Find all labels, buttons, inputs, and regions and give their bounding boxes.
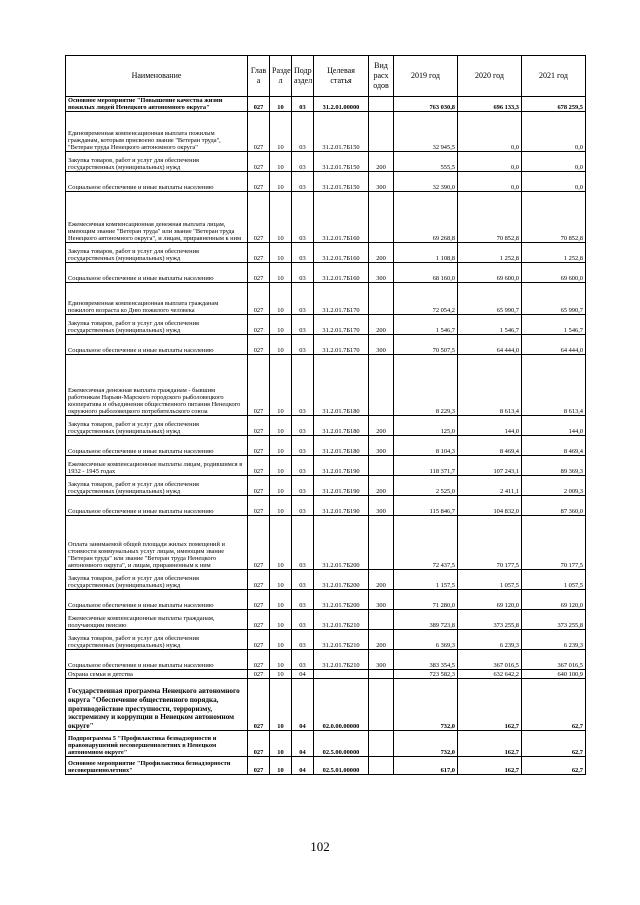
cell-2020: 373 255,8 bbox=[458, 610, 522, 630]
cell-target: 31.2.01.7Б200 bbox=[314, 590, 369, 610]
cell-name: Единовременная компенсационная выплата пожилым гражданам, которым присвоено звание "Ветеран труда", "Ветеран труда Ненецкого автономного округа" bbox=[66, 112, 248, 152]
cell-name: Закупка товаров, работ и услуг для обеспечения государственных (муниципальных) нужд bbox=[66, 243, 248, 263]
cell-2020: 8 469,4 bbox=[458, 436, 522, 456]
cell-glava: 027 bbox=[248, 456, 270, 476]
cell-name: Закупка товаров, работ и услуг для обеспечения государственных (муниципальных) нужд bbox=[66, 152, 248, 172]
table-row bbox=[66, 670, 586, 679]
cell-2021: 62,7 bbox=[522, 757, 586, 775]
cell-glava: 027 bbox=[248, 152, 270, 172]
cell-2021: 1 057,5 bbox=[522, 570, 586, 590]
cell-name: Социальное обеспечение и иные выплаты населению bbox=[66, 590, 248, 610]
cell-name: Ежемесячные компенсационные выплаты гражданам, получающим пенсию bbox=[66, 610, 248, 630]
table-row bbox=[66, 172, 586, 192]
cell-podrazdel: 03 bbox=[292, 97, 314, 112]
cell-2021: 0,0 bbox=[522, 172, 586, 192]
cell-2019: 1 546,7 bbox=[394, 315, 458, 335]
page-number: 102 bbox=[310, 839, 330, 854]
cell-vid: 200 bbox=[369, 416, 394, 436]
cell-2020: 1 057,5 bbox=[458, 570, 522, 590]
cell-name: Социальное обеспечение и иные выплаты населению bbox=[66, 263, 248, 283]
cell-name: Основное мероприятие "Профилактика безнадзорности несовершеннолетних" bbox=[66, 757, 248, 775]
cell-razdel: 10 bbox=[270, 335, 292, 355]
cell-name: Единовременная компенсационная выплата гражданам пожилого возраста ко Дню пожилого человека bbox=[66, 283, 248, 315]
cell-vid bbox=[369, 192, 394, 243]
cell-2020: 65 990,7 bbox=[458, 283, 522, 315]
cell-vid bbox=[369, 283, 394, 315]
cell-2020: 162,7 bbox=[458, 757, 522, 775]
cell-2019: 32 945,5 bbox=[394, 112, 458, 152]
cell-2019: 8 104,3 bbox=[394, 436, 458, 456]
cell-vid bbox=[369, 731, 394, 757]
cell-vid: 300 bbox=[369, 263, 394, 283]
cell-podrazdel: 03 bbox=[292, 516, 314, 570]
cell-glava: 027 bbox=[248, 263, 270, 283]
cell-glava: 027 bbox=[248, 570, 270, 590]
cell-2019: 70 507,5 bbox=[394, 335, 458, 355]
cell-razdel: 10 bbox=[270, 355, 292, 416]
cell-name: Закупка товаров, работ и услуг для обеспечения государственных (муниципальных) нужд bbox=[66, 476, 248, 496]
cell-2021: 0,0 bbox=[522, 152, 586, 172]
cell-vid: 300 bbox=[369, 650, 394, 670]
cell-2020: 1 546,7 bbox=[458, 315, 522, 335]
cell-vid: 200 bbox=[369, 243, 394, 263]
cell-2020: 0,0 bbox=[458, 152, 522, 172]
cell-2021: 1 252,8 bbox=[522, 243, 586, 263]
cell-podrazdel: 03 bbox=[292, 476, 314, 496]
cell-razdel: 10 bbox=[270, 456, 292, 476]
cell-name: Закупка товаров, работ и услуг для обеспечения государственных (муниципальных) нужд bbox=[66, 630, 248, 650]
cell-2020: 1 252,8 bbox=[458, 243, 522, 263]
cell-glava: 027 bbox=[248, 476, 270, 496]
cell-podrazdel: 03 bbox=[292, 263, 314, 283]
cell-target: 31.2.01.7Б160 bbox=[314, 263, 369, 283]
cell-razdel: 10 bbox=[270, 152, 292, 172]
cell-name: Ежемесячная денежная выплата гражданам - бывшим работникам Нарьян-Марского городского рыболовецкого кооператива и объединения общественного питания Ненецкого окружного рыболовецкого потребительского союза bbox=[66, 355, 248, 416]
cell-razdel: 10 bbox=[270, 610, 292, 630]
cell-vid bbox=[369, 456, 394, 476]
cell-2020: 6 239,3 bbox=[458, 630, 522, 650]
cell-name: Ежемесячная компенсационная денежная выплата лицам, имеющим звание "Ветеран труда" или звание "Ветеран труда Ненецкого автономного округа", и лицам, приравненным к ним bbox=[66, 192, 248, 243]
cell-target: 31.2.01.7Б190 bbox=[314, 476, 369, 496]
header-razdel: Разде л bbox=[270, 56, 292, 97]
table-row bbox=[66, 757, 586, 775]
cell-razdel: 10 bbox=[270, 476, 292, 496]
header-podrazdel: Подр аздел bbox=[292, 56, 314, 97]
table-row bbox=[66, 679, 586, 731]
table-row bbox=[66, 496, 586, 516]
cell-podrazdel: 03 bbox=[292, 112, 314, 152]
cell-name: Подпрограмма 5 "Профилактика безнадзорности и правонарушений несовершеннолетних в Ненецком автономном округе" bbox=[66, 731, 248, 757]
cell-podrazdel: 04 bbox=[292, 757, 314, 775]
cell-2020: 162,7 bbox=[458, 731, 522, 757]
cell-2020: 0,0 bbox=[458, 112, 522, 152]
cell-2021: 1 546,7 bbox=[522, 315, 586, 335]
cell-2021: 0,0 bbox=[522, 112, 586, 152]
cell-glava: 027 bbox=[248, 283, 270, 315]
cell-vid: 200 bbox=[369, 630, 394, 650]
cell-target: 02.5.00.00000 bbox=[314, 731, 369, 757]
cell-2021: 65 990,7 bbox=[522, 283, 586, 315]
cell-name: Социальное обеспечение и иные выплаты населению bbox=[66, 650, 248, 670]
cell-2020: 70 177,5 bbox=[458, 516, 522, 570]
cell-glava: 027 bbox=[248, 731, 270, 757]
table-row bbox=[66, 731, 586, 757]
cell-2019: 6 369,3 bbox=[394, 630, 458, 650]
cell-2019: 68 160,0 bbox=[394, 263, 458, 283]
cell-vid: 200 bbox=[369, 476, 394, 496]
cell-2019: 732,0 bbox=[394, 679, 458, 731]
cell-2021: 69 120,0 bbox=[522, 590, 586, 610]
cell-vid bbox=[369, 670, 394, 679]
cell-target: 31.2.01.7Б180 bbox=[314, 436, 369, 456]
cell-vid bbox=[369, 97, 394, 112]
cell-razdel: 10 bbox=[270, 416, 292, 436]
cell-vid bbox=[369, 610, 394, 630]
cell-2019: 72 437,5 bbox=[394, 516, 458, 570]
table-row bbox=[66, 152, 586, 172]
cell-target: 31.2.01.7Б200 bbox=[314, 570, 369, 590]
cell-2019: 8 229,3 bbox=[394, 355, 458, 416]
cell-target: 31.2.01.7Б150 bbox=[314, 112, 369, 152]
cell-razdel: 10 bbox=[270, 570, 292, 590]
cell-podrazdel: 03 bbox=[292, 315, 314, 335]
cell-2019: 72 054,2 bbox=[394, 283, 458, 315]
cell-2021: 678 259,5 bbox=[522, 97, 586, 112]
table-row bbox=[66, 315, 586, 335]
cell-glava: 027 bbox=[248, 112, 270, 152]
cell-podrazdel: 03 bbox=[292, 355, 314, 416]
cell-razdel: 10 bbox=[270, 650, 292, 670]
cell-vid bbox=[369, 355, 394, 416]
cell-glava: 027 bbox=[248, 355, 270, 416]
cell-vid bbox=[369, 112, 394, 152]
cell-2021: 62,7 bbox=[522, 679, 586, 731]
cell-podrazdel: 03 bbox=[292, 610, 314, 630]
cell-vid: 300 bbox=[369, 335, 394, 355]
table-row bbox=[66, 97, 586, 112]
cell-2019: 1 157,5 bbox=[394, 570, 458, 590]
cell-vid bbox=[369, 679, 394, 731]
cell-2021: 640 100,9 bbox=[522, 670, 586, 679]
cell-2020: 107 243,1 bbox=[458, 456, 522, 476]
cell-podrazdel: 03 bbox=[292, 436, 314, 456]
cell-2021: 70 852,8 bbox=[522, 192, 586, 243]
cell-vid bbox=[369, 516, 394, 570]
cell-2021: 70 177,5 bbox=[522, 516, 586, 570]
table-row bbox=[66, 243, 586, 263]
cell-2021: 62,7 bbox=[522, 731, 586, 757]
cell-vid: 300 bbox=[369, 172, 394, 192]
cell-glava: 027 bbox=[248, 610, 270, 630]
table-row bbox=[66, 112, 586, 152]
cell-glava: 027 bbox=[248, 630, 270, 650]
table-row bbox=[66, 570, 586, 590]
cell-target bbox=[314, 670, 369, 679]
cell-2021: 64 444,0 bbox=[522, 335, 586, 355]
cell-razdel: 10 bbox=[270, 243, 292, 263]
cell-target: 31.2.01.7Б210 bbox=[314, 610, 369, 630]
cell-2021: 367 016,5 bbox=[522, 650, 586, 670]
cell-razdel: 10 bbox=[270, 436, 292, 456]
cell-podrazdel: 03 bbox=[292, 590, 314, 610]
cell-2019: 71 280,0 bbox=[394, 590, 458, 610]
cell-podrazdel: 04 bbox=[292, 731, 314, 757]
cell-2020: 104 832,0 bbox=[458, 496, 522, 516]
header-2019: 2019 год bbox=[394, 56, 458, 97]
cell-2020: 2 411,1 bbox=[458, 476, 522, 496]
cell-name: Оплата занимаемой общей площади жилых помещений и стоимости коммунальных услуг лицам, имеющим звание "Ветеран труда" или звание "Ветеран труда Ненецкого автономного округа", и лицам, приравненным к ним bbox=[66, 516, 248, 570]
cell-podrazdel: 03 bbox=[292, 192, 314, 243]
cell-target: 31.2.01.7Б200 bbox=[314, 516, 369, 570]
cell-2021: 8 613,4 bbox=[522, 355, 586, 416]
cell-razdel: 10 bbox=[270, 757, 292, 775]
cell-target: 31.2.01.7Б170 bbox=[314, 283, 369, 315]
table-row bbox=[66, 476, 586, 496]
cell-2020: 64 444,0 bbox=[458, 335, 522, 355]
budget-table bbox=[65, 55, 586, 775]
table-row bbox=[66, 192, 586, 243]
cell-name: Охрана семьи и детства bbox=[66, 670, 248, 679]
cell-name: Закупка товаров, работ и услуг для обеспечения государственных (муниципальных) нужд bbox=[66, 416, 248, 436]
cell-2020: 0,0 bbox=[458, 172, 522, 192]
table-row bbox=[66, 355, 586, 416]
cell-2021: 373 255,8 bbox=[522, 610, 586, 630]
cell-glava: 027 bbox=[248, 650, 270, 670]
header-glava: Глав а bbox=[248, 56, 270, 97]
cell-razdel: 10 bbox=[270, 315, 292, 335]
cell-name: Ежемесячные компенсационные выплаты лицам, родившимся в 1932 - 1945 годах bbox=[66, 456, 248, 476]
cell-target: 31.2.01.7Б210 bbox=[314, 630, 369, 650]
cell-target: 31.2.01.7Б180 bbox=[314, 416, 369, 436]
cell-glava: 027 bbox=[248, 172, 270, 192]
cell-target: 31.2.01.7Б180 bbox=[314, 355, 369, 416]
cell-target: 31.2.01.7Б160 bbox=[314, 243, 369, 263]
header-vid: Вид расх одов bbox=[369, 56, 394, 97]
cell-2021: 144,0 bbox=[522, 416, 586, 436]
table-row bbox=[66, 283, 586, 315]
cell-glava: 027 bbox=[248, 315, 270, 335]
cell-2021: 87 360,0 bbox=[522, 496, 586, 516]
cell-name: Закупка товаров, работ и услуг для обеспечения государственных (муниципальных) нужд bbox=[66, 570, 248, 590]
table-header-row bbox=[66, 56, 586, 97]
cell-target: 02.0.00.00000 bbox=[314, 679, 369, 731]
cell-podrazdel: 04 bbox=[292, 670, 314, 679]
cell-razdel: 10 bbox=[270, 630, 292, 650]
cell-target: 31.2.01.7Б190 bbox=[314, 496, 369, 516]
cell-glava: 027 bbox=[248, 679, 270, 731]
cell-podrazdel: 03 bbox=[292, 570, 314, 590]
cell-podrazdel: 04 bbox=[292, 679, 314, 731]
cell-vid: 200 bbox=[369, 152, 394, 172]
cell-glava: 027 bbox=[248, 192, 270, 243]
cell-podrazdel: 03 bbox=[292, 335, 314, 355]
cell-vid: 200 bbox=[369, 570, 394, 590]
cell-razdel: 10 bbox=[270, 97, 292, 112]
table-row bbox=[66, 263, 586, 283]
cell-2021: 2 009,3 bbox=[522, 476, 586, 496]
cell-2019: 617,0 bbox=[394, 757, 458, 775]
cell-razdel: 10 bbox=[270, 263, 292, 283]
cell-target: 31.2.01.7Б170 bbox=[314, 335, 369, 355]
cell-target: 31.2.01.00000 bbox=[314, 97, 369, 112]
cell-target: 31.2.01.7Б150 bbox=[314, 172, 369, 192]
cell-2019: 115 846,7 bbox=[394, 496, 458, 516]
cell-vid: 300 bbox=[369, 436, 394, 456]
cell-2019: 1 108,8 bbox=[394, 243, 458, 263]
cell-2020: 69 600,0 bbox=[458, 263, 522, 283]
cell-name: Социальное обеспечение и иные выплаты населению bbox=[66, 496, 248, 516]
cell-2019: 723 582,3 bbox=[394, 670, 458, 679]
cell-name: Социальное обеспечение и иные выплаты населению bbox=[66, 335, 248, 355]
cell-podrazdel: 03 bbox=[292, 416, 314, 436]
cell-podrazdel: 03 bbox=[292, 283, 314, 315]
cell-2019: 763 030,8 bbox=[394, 97, 458, 112]
cell-glava: 027 bbox=[248, 516, 270, 570]
cell-name: Основное мероприятие "Повышение качества жизни пожилых людей Ненецкого автономного округа" bbox=[66, 97, 248, 112]
cell-podrazdel: 03 bbox=[292, 496, 314, 516]
table-row bbox=[66, 335, 586, 355]
cell-2020: 367 016,5 bbox=[458, 650, 522, 670]
cell-podrazdel: 03 bbox=[292, 456, 314, 476]
table-row bbox=[66, 516, 586, 570]
cell-name: Государственная программа Ненецкого автономного округа "Обеспечение общественного порядка, противодействие преступности, терроризму, экстремизму и коррупции в Ненецком автономном округе" bbox=[66, 679, 248, 731]
cell-2020: 162,7 bbox=[458, 679, 522, 731]
cell-2021: 89 369,3 bbox=[522, 456, 586, 476]
header-2021: 2021 год bbox=[522, 56, 586, 97]
cell-2019: 118 371,7 bbox=[394, 456, 458, 476]
table-row bbox=[66, 456, 586, 476]
cell-glava: 027 bbox=[248, 496, 270, 516]
cell-podrazdel: 03 bbox=[292, 172, 314, 192]
cell-razdel: 10 bbox=[270, 496, 292, 516]
cell-vid: 200 bbox=[369, 315, 394, 335]
table-body bbox=[66, 97, 586, 775]
cell-name: Социальное обеспечение и иные выплаты населению bbox=[66, 436, 248, 456]
cell-vid: 300 bbox=[369, 590, 394, 610]
cell-2019: 32 390,0 bbox=[394, 172, 458, 192]
header-2020: 2020 год bbox=[458, 56, 522, 97]
cell-podrazdel: 03 bbox=[292, 152, 314, 172]
cell-2020: 70 852,8 bbox=[458, 192, 522, 243]
cell-glava: 027 bbox=[248, 243, 270, 263]
cell-glava: 027 bbox=[248, 436, 270, 456]
cell-2019: 125,0 bbox=[394, 416, 458, 436]
cell-razdel: 10 bbox=[270, 731, 292, 757]
cell-razdel: 10 bbox=[270, 172, 292, 192]
table-row bbox=[66, 610, 586, 630]
cell-glava: 027 bbox=[248, 757, 270, 775]
table-row bbox=[66, 436, 586, 456]
table-row bbox=[66, 630, 586, 650]
cell-razdel: 10 bbox=[270, 516, 292, 570]
cell-glava: 027 bbox=[248, 97, 270, 112]
cell-2021: 69 600,0 bbox=[522, 263, 586, 283]
cell-2020: 69 120,0 bbox=[458, 590, 522, 610]
cell-glava: 027 bbox=[248, 335, 270, 355]
cell-target: 31.2.01.7Б210 bbox=[314, 650, 369, 670]
cell-target: 02.5.01.00000 bbox=[314, 757, 369, 775]
cell-glava: 027 bbox=[248, 670, 270, 679]
cell-razdel: 10 bbox=[270, 112, 292, 152]
cell-target: 31.2.01.7Б170 bbox=[314, 315, 369, 335]
cell-vid: 300 bbox=[369, 496, 394, 516]
cell-podrazdel: 03 bbox=[292, 630, 314, 650]
cell-razdel: 10 bbox=[270, 590, 292, 610]
cell-razdel: 10 bbox=[270, 670, 292, 679]
cell-glava: 027 bbox=[248, 590, 270, 610]
cell-razdel: 10 bbox=[270, 283, 292, 315]
table-row bbox=[66, 590, 586, 610]
cell-podrazdel: 03 bbox=[292, 243, 314, 263]
cell-target: 31.2.01.7Б160 bbox=[314, 192, 369, 243]
cell-2019: 383 354,5 bbox=[394, 650, 458, 670]
cell-2020: 632 642,2 bbox=[458, 670, 522, 679]
cell-podrazdel: 03 bbox=[292, 650, 314, 670]
cell-vid bbox=[369, 757, 394, 775]
cell-target: 31.2.01.7Б150 bbox=[314, 152, 369, 172]
cell-glava: 027 bbox=[248, 416, 270, 436]
cell-name: Закупка товаров, работ и услуг для обеспечения государственных (муниципальных) нужд bbox=[66, 315, 248, 335]
table-row bbox=[66, 650, 586, 670]
cell-2019: 389 723,8 bbox=[394, 610, 458, 630]
cell-2019: 555,5 bbox=[394, 152, 458, 172]
header-name: Наименование bbox=[66, 56, 248, 97]
cell-2019: 732,0 bbox=[394, 731, 458, 757]
cell-2020: 8 613,4 bbox=[458, 355, 522, 416]
cell-razdel: 10 bbox=[270, 679, 292, 731]
cell-target: 31.2.01.7Б190 bbox=[314, 456, 369, 476]
cell-2021: 6 239,3 bbox=[522, 630, 586, 650]
header-target: Целевая статья bbox=[314, 56, 369, 97]
table-row bbox=[66, 416, 586, 436]
cell-2020: 696 133,3 bbox=[458, 97, 522, 112]
cell-2020: 144,0 bbox=[458, 416, 522, 436]
cell-2019: 2 525,0 bbox=[394, 476, 458, 496]
cell-razdel: 10 bbox=[270, 192, 292, 243]
cell-2021: 8 469,4 bbox=[522, 436, 586, 456]
cell-2019: 69 268,8 bbox=[394, 192, 458, 243]
cell-name: Социальное обеспечение и иные выплаты населению bbox=[66, 172, 248, 192]
